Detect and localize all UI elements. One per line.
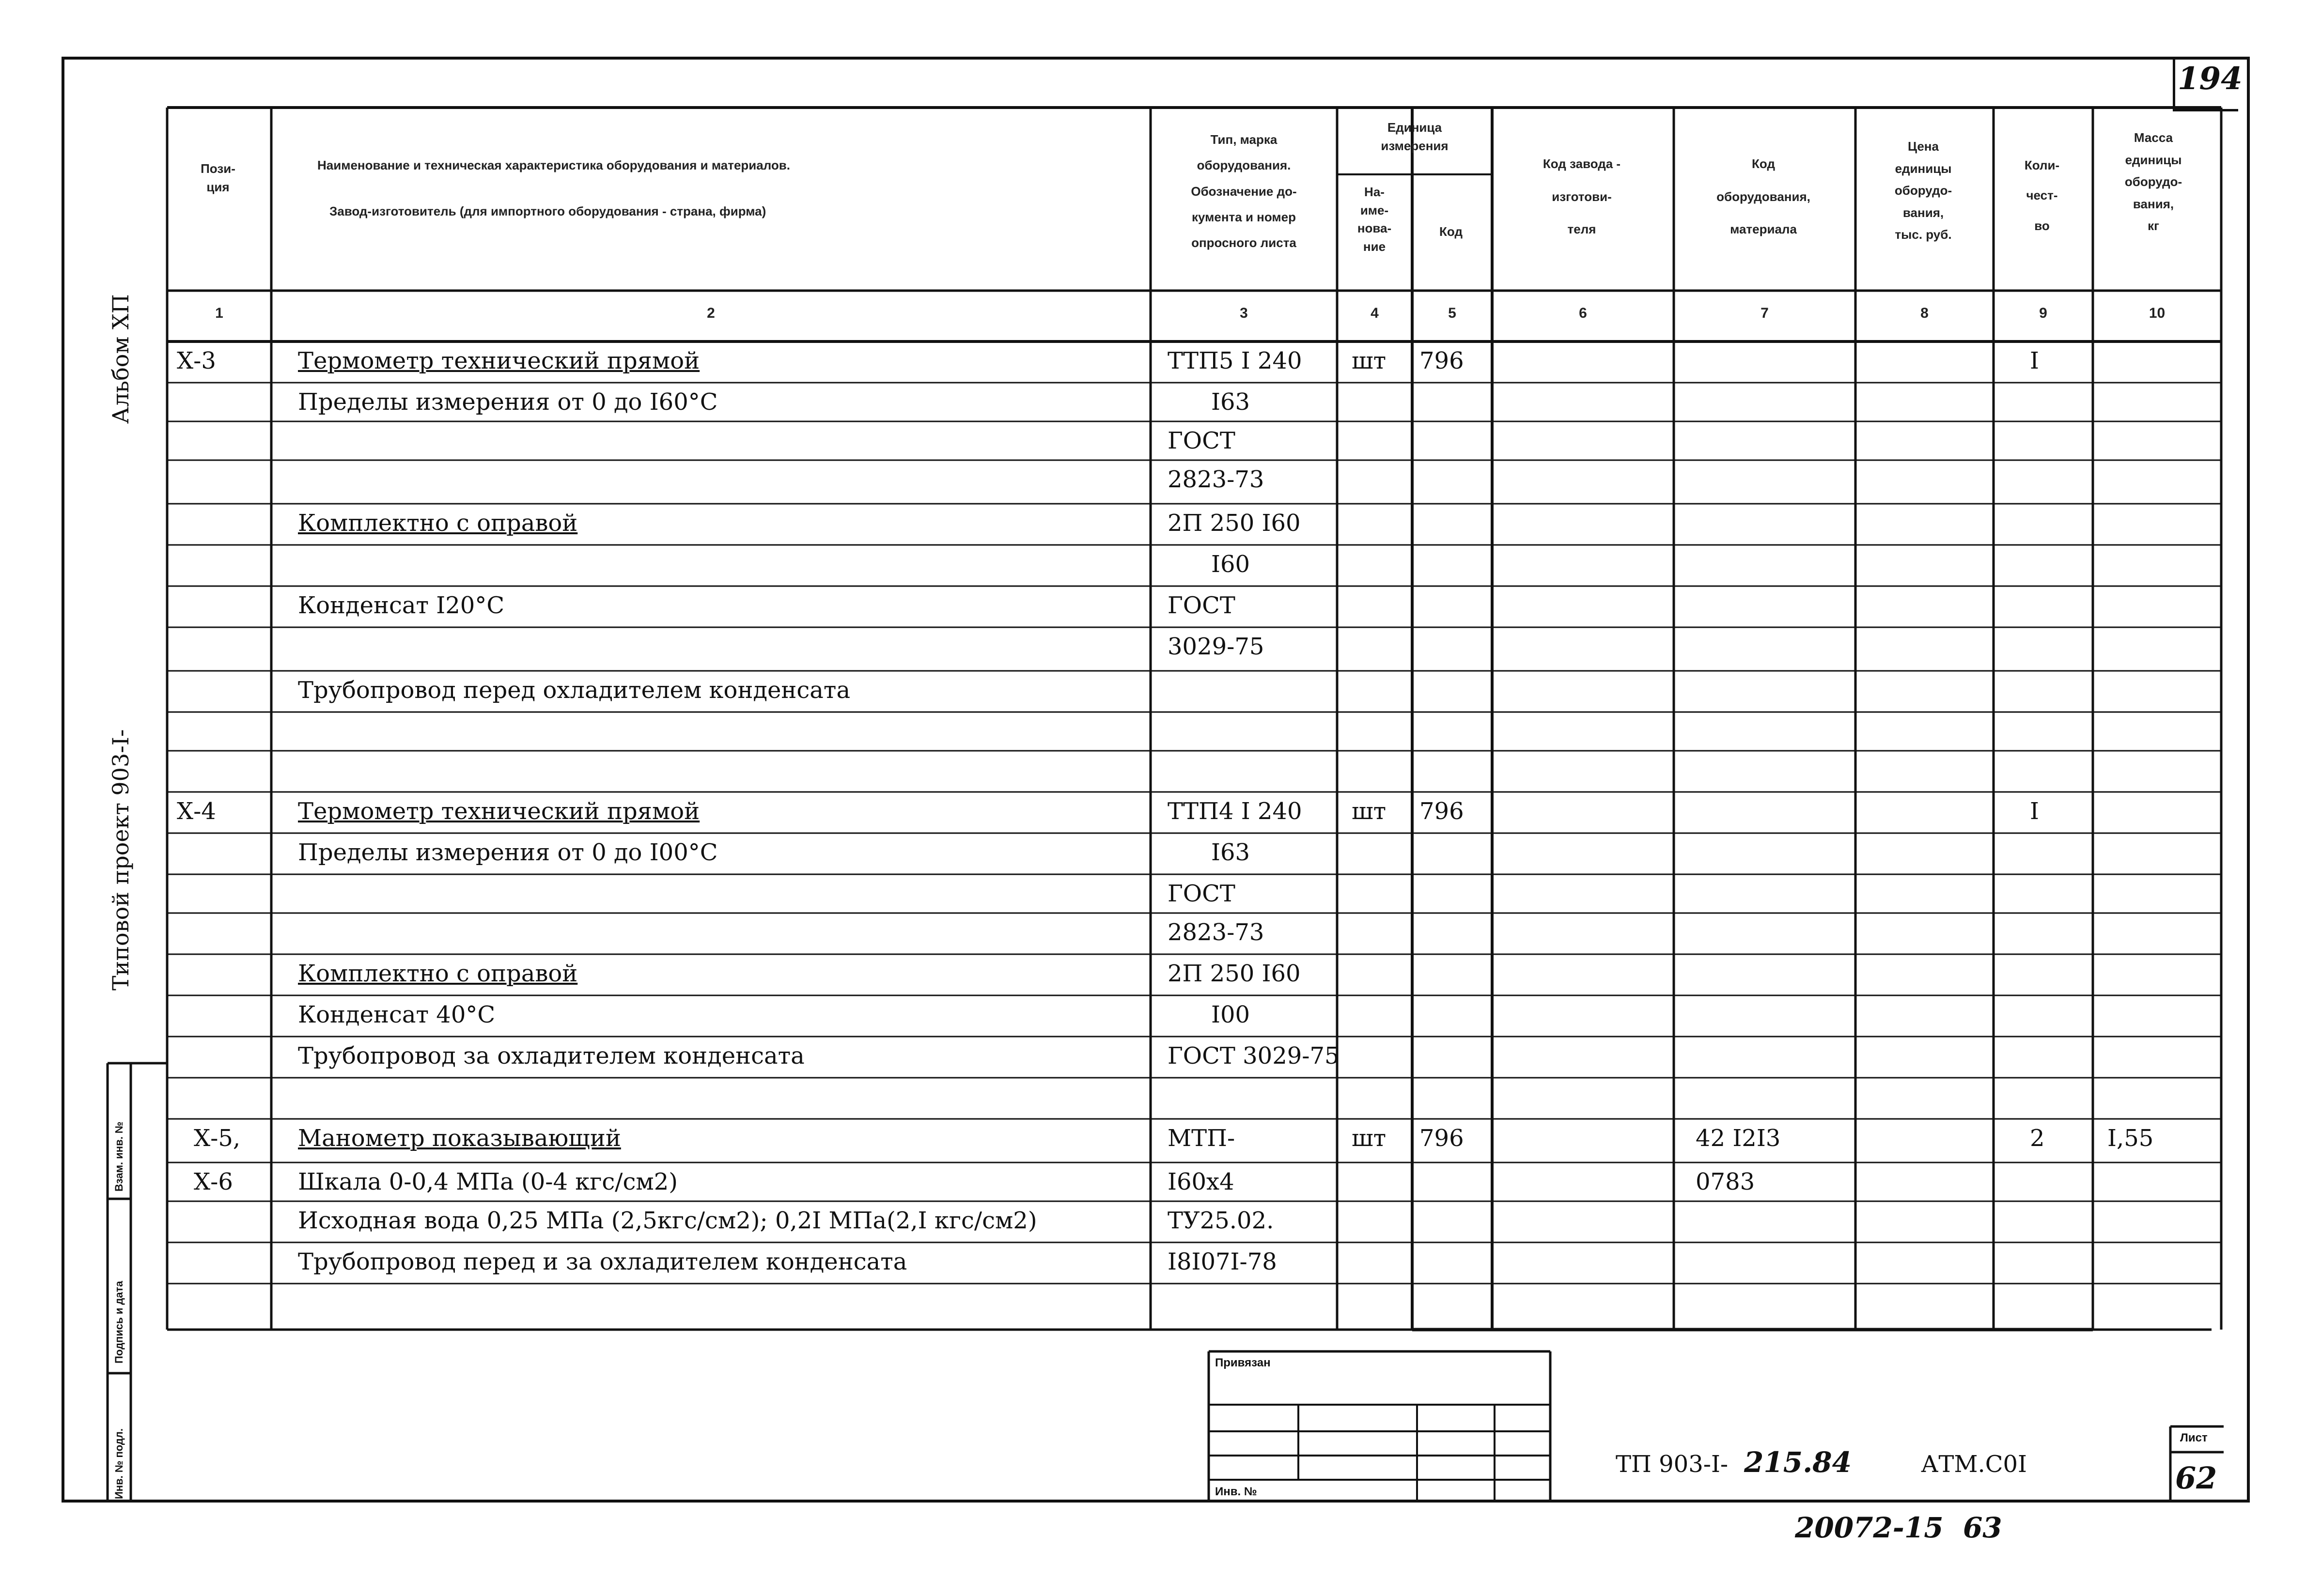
row-type: 2П 250 I60 xyxy=(1168,960,1301,987)
sheet-number: 62 xyxy=(2175,1460,2217,1496)
row-type: 2823-73 xyxy=(1168,466,1264,493)
side-label-signature: Подпись и дата xyxy=(113,1281,125,1364)
row-name: Трубопровод за охладителем конденсата xyxy=(298,1042,805,1069)
side-label-replaced: Взам. инв. № xyxy=(113,1121,125,1192)
doc-code: ТП 903-I- xyxy=(1616,1451,1729,1478)
row-type: ГОСТ xyxy=(1168,427,1235,454)
row-name: Пределы измерения от 0 до I00°С xyxy=(298,839,718,866)
doc-code-handwritten: 215.84 xyxy=(1744,1446,1852,1479)
row-mass: I,55 xyxy=(2107,1125,2154,1152)
header-position: Пози- ция xyxy=(201,161,235,194)
row-name: Комплектно с оправой xyxy=(298,510,578,537)
page-number: 194 xyxy=(2178,61,2243,97)
row-unit: шт xyxy=(1352,347,1387,374)
row-name: Термометр технический прямой xyxy=(298,798,700,825)
row-quantity: I xyxy=(2030,347,2039,374)
header-quantity: Коли- чест- во xyxy=(2024,158,2060,233)
row-name: Шкала 0-0,4 МПа (0-4 кгс/см2) xyxy=(298,1168,678,1195)
side-label-inventory: Инв. № подл. xyxy=(113,1428,125,1499)
header-type: Тип, марка оборудования. Обозначение до- кумента и номер опросного листа xyxy=(1191,132,1297,250)
row-type: I00 xyxy=(1211,1001,1250,1028)
row-type: I8I07I-78 xyxy=(1168,1248,1277,1275)
row-name: Комплектно с оправой xyxy=(298,960,578,987)
column-number: 9 xyxy=(2039,305,2047,321)
column-number: 1 xyxy=(215,305,223,321)
header-unit-group: Единица измерения xyxy=(1381,120,1449,153)
column-number: 10 xyxy=(2149,305,2166,321)
header-name-line2: Завод-изготовитель (для импортного оборудования - страна, фирма) xyxy=(329,204,766,218)
row-type: ТТП5 I 240 xyxy=(1168,347,1302,374)
row-unit-code: 796 xyxy=(1419,798,1464,825)
row-unit: шт xyxy=(1352,798,1387,825)
header-equipment-code: Код оборудования, материала xyxy=(1716,156,1810,237)
row-name: Исходная вода 0,25 МПа (2,5кгс/см2); 0,2I МПа(2,I кгс/см2) xyxy=(298,1207,1037,1234)
row-unit-code: 796 xyxy=(1419,1125,1464,1152)
row-type: ГОСТ xyxy=(1168,880,1235,907)
row-position: Х-4 xyxy=(177,798,216,825)
row-name: Конденсат I20°С xyxy=(298,592,505,619)
column-number: 2 xyxy=(707,305,715,321)
column-number: 4 xyxy=(1371,305,1379,321)
sheet-label: Лист xyxy=(2180,1431,2208,1444)
row-type: I63 xyxy=(1211,839,1250,866)
row-position: Х-3 xyxy=(177,347,216,374)
row-type: ТТП4 I 240 xyxy=(1168,798,1302,825)
header-mfr-code: Код завода - изготови- теля xyxy=(1543,156,1621,237)
column-number: 6 xyxy=(1579,305,1587,321)
row-type: 2П 250 I60 xyxy=(1168,510,1301,537)
album-label: Альбом ХП xyxy=(108,294,134,424)
sheet-code: АТМ.С0I xyxy=(1921,1451,2027,1478)
row-name: Трубопровод перед охладителем конденсата xyxy=(298,677,851,704)
row-equipment-code: 42 I2I3 xyxy=(1696,1125,1781,1152)
footer-number: 20072-15 63 xyxy=(1795,1511,2002,1544)
row-quantity: 2 xyxy=(2030,1125,2045,1152)
row-name: Пределы измерения от 0 до I60°С xyxy=(298,388,718,416)
row-type: I60х4 xyxy=(1168,1168,1234,1195)
header-unit-name: На- име- нова- ние xyxy=(1357,185,1392,254)
row-name: Трубопровод перед и за охладителем конденсата xyxy=(298,1248,907,1275)
row-name: Термометр технический прямой xyxy=(298,347,700,374)
row-name: Манометр показывающий xyxy=(298,1125,621,1152)
row-type: ГОСТ 3029-75 xyxy=(1168,1042,1340,1069)
stamp-inv-no: Инв. № xyxy=(1215,1485,1257,1498)
row-type: 2823-73 xyxy=(1168,919,1264,946)
header-unit-code: Код xyxy=(1439,224,1463,239)
column-number: 7 xyxy=(1761,305,1769,321)
row-equipment-code: 0783 xyxy=(1696,1168,1755,1195)
header-mass: Масса единицы оборудо- вания, кг xyxy=(2124,130,2182,233)
header-name-line1: Наименование и техническая характеристика оборудования и материалов. xyxy=(317,158,791,172)
project-label: Типовой проект 903-I- xyxy=(108,729,134,991)
row-type: 3029-75 xyxy=(1168,633,1264,660)
row-type: ТУ25.02. xyxy=(1168,1207,1274,1234)
row-name: Конденсат 40°С xyxy=(298,1001,496,1028)
row-position: Х-5, xyxy=(194,1125,241,1152)
row-quantity: I xyxy=(2030,798,2039,825)
stamp-privyazan: Привязан xyxy=(1215,1356,1271,1369)
column-number: 5 xyxy=(1448,305,1456,321)
row-type: МТП- xyxy=(1168,1125,1235,1152)
row-position: Х-6 xyxy=(194,1168,233,1195)
column-number: 8 xyxy=(1920,305,1929,321)
row-type: I60 xyxy=(1211,551,1250,578)
row-type: I63 xyxy=(1211,388,1250,416)
header-price: Цена единицы оборудо- вания, тыс. руб. xyxy=(1894,139,1952,242)
row-type: ГОСТ xyxy=(1168,592,1235,619)
row-unit-code: 796 xyxy=(1419,347,1464,374)
column-number: 3 xyxy=(1240,305,1248,321)
row-unit: шт xyxy=(1352,1125,1387,1152)
